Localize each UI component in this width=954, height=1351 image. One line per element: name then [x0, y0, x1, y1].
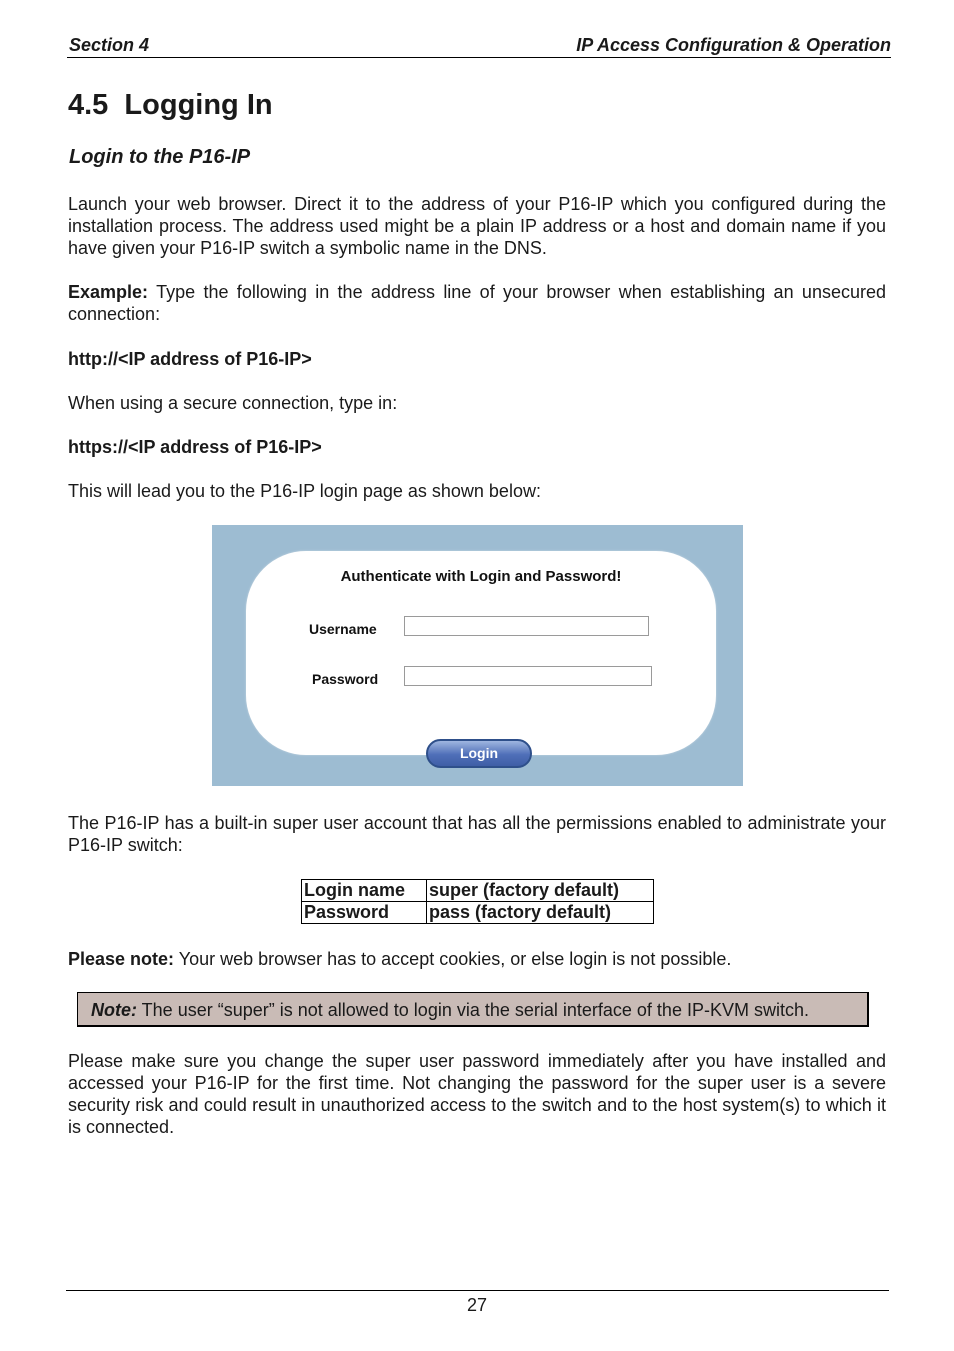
lead-text: This will lead you to the P16-IP login page as shown below: [68, 481, 541, 501]
username-input[interactable] [404, 616, 649, 636]
page-header [67, 35, 891, 58]
credential-value: pass (factory default) [427, 902, 654, 924]
intro-paragraph: Launch your web browser. Direct it to the address of your P16-IP which you configured during the installation process. The address used might be a plain IP address or a host and domain name if you have given your P16-IP switch a symbolic name in the DNS. [68, 194, 886, 258]
example-text: Type the following in the address line of your browser when establishing an unsecured connection: [68, 282, 886, 324]
header-chapter: IP Access Configuration & Operation [576, 35, 891, 55]
table-row [302, 880, 654, 902]
credential-field: Password [302, 902, 427, 924]
please-note-label: Please note: [68, 949, 175, 969]
credential-value: super (factory default) [427, 880, 654, 902]
credential-field: Login name [302, 880, 427, 902]
login-page-screenshot [212, 525, 743, 786]
page-number: 27 [466, 1295, 488, 1315]
login-button[interactable]: Login [426, 739, 532, 768]
note-box [77, 992, 869, 1027]
secure-connection-text: When using a secure connection, type in: [68, 393, 398, 413]
example-paragraph [68, 281, 886, 325]
password-input[interactable] [404, 666, 652, 686]
please-note-text: Your web browser has to accept cookies, or else login is not possible. [174, 949, 732, 969]
please-note-paragraph [68, 948, 886, 970]
header-section: Section 4 [69, 35, 150, 55]
login-card [246, 551, 716, 761]
note-text: The user “super” is not allowed to login via the serial interface of the IP-KVM switch. [137, 1000, 809, 1020]
super-user-paragraph: The P16-IP has a built-in super user account that has all the permissions enabled to administrate your P16-IP switch: [68, 813, 886, 855]
section-heading: 4.5 Logging In [68, 89, 273, 121]
example-label: Example: [68, 282, 149, 302]
http-url: http://<IP address of P16-IP> [68, 349, 312, 369]
credentials-table [301, 879, 654, 924]
username-label: Username [309, 621, 377, 637]
https-url: https://<IP address of P16-IP> [68, 437, 322, 457]
login-title: Authenticate with Login and Password! [340, 568, 622, 585]
subsection-heading: Login to the P16-IP [69, 146, 251, 168]
password-label: Password [312, 671, 379, 687]
closing-paragraph: Please make sure you change the super user password immediately after you have installed and accessed your P16-IP for the first time. Not changing the password for the super user is a severe security risk and could result in unauthorized access to the switch and to the host system(s) to which it is connected. [68, 1051, 886, 1137]
table-row [302, 902, 654, 924]
footer-divider [66, 1290, 889, 1291]
note-label: Note: [91, 1000, 137, 1020]
